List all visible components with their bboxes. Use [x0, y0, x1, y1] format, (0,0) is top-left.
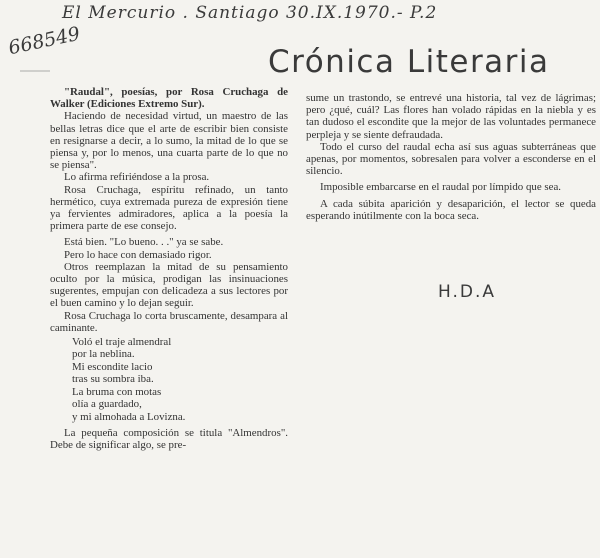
scan-mark: [20, 70, 50, 72]
article-paragraph: Haciendo de necesidad virtud, un maestro de las bellas letras dice que el arte de escribir bien consiste en resignarse a decir, a lo sumo, la mitad de lo que se piensa y, por lo menos, una cuarta parte de lo que no se piensa".: [50, 110, 288, 172]
article-paragraph: Rosa Cruchaga lo corta bruscamente, desampara al caminante.: [50, 309, 288, 334]
poem-line: y mi almohada a Lovizna.: [72, 410, 186, 423]
article-paragraph: Pero lo hace con demasiado rigor.: [64, 248, 212, 261]
article-right-column: [306, 92, 596, 222]
poem-line: por la neblina.: [72, 348, 135, 361]
poem-line: La bruma con motas: [72, 385, 162, 398]
poem-excerpt: [72, 336, 288, 423]
article-paragraph: A cada súbita aparición y desaparición, el lector se queda esperando inútilmente con la boca seca.: [306, 197, 596, 222]
article-paragraph: Rosa Cruchaga, espíritu refinado, un tanto hermético, cuya extremada pureza de expresión tiene ya fervientes admiradores, aplica a la poesía la primera parte de ese consejo.: [50, 183, 288, 233]
article-paragraph: Otros reemplazan la mitad de su pensamiento oculto por la música, prodigan las insinuaciones sugerentes, empujan con delicadeza a sus lectores por el buen camino y lo dejan seguir.: [50, 260, 288, 310]
author-initials: H.D.A: [438, 282, 497, 302]
article-paragraph: sume un trastondo, se entrevé una historia, tal vez de lágrimas; pero ¿qué, cuál? Las flores han volado rápidas en la niebla y es tan dudoso el escondite que la mejor de las voluntades permanece perpleja y se siente defraudada.: [306, 92, 596, 141]
article-paragraph: Está bien. "Lo bueno. . ." ya se sabe.: [64, 236, 224, 249]
poem-line: tras su sombra iba.: [72, 373, 154, 386]
poem-line: olía a guardado,: [72, 398, 142, 411]
page-title: Crónica Literaria: [268, 44, 550, 80]
poem-line: Mi escondite lacio: [72, 360, 153, 373]
article-paragraph: Todo el curso del raudal echa así sus aguas subterráneas que apenas, por momentos, sobresalen para volver a esconderse en el silencio.: [306, 140, 596, 178]
book-title-heading: "Raudal", poesías, por Rosa Cruchaga de Walker (Ediciones Extremo Sur).: [50, 86, 288, 111]
handwritten-source-note: El Mercurio . Santiago 30.IX.1970.- P.2: [62, 3, 438, 23]
article-paragraph: Lo afirma refiriéndose a la prosa.: [64, 171, 210, 184]
poem-line: Voló el traje almendral: [72, 336, 172, 349]
article-left-column: [50, 86, 288, 451]
handwritten-archive-number: 668549: [6, 22, 83, 60]
article-paragraph: Imposible embarcarse en el raudal por límpido que sea.: [320, 181, 562, 194]
article-paragraph: La pequeña composición se titula "Almendros". Debe de significar algo, se pre-: [50, 426, 288, 452]
